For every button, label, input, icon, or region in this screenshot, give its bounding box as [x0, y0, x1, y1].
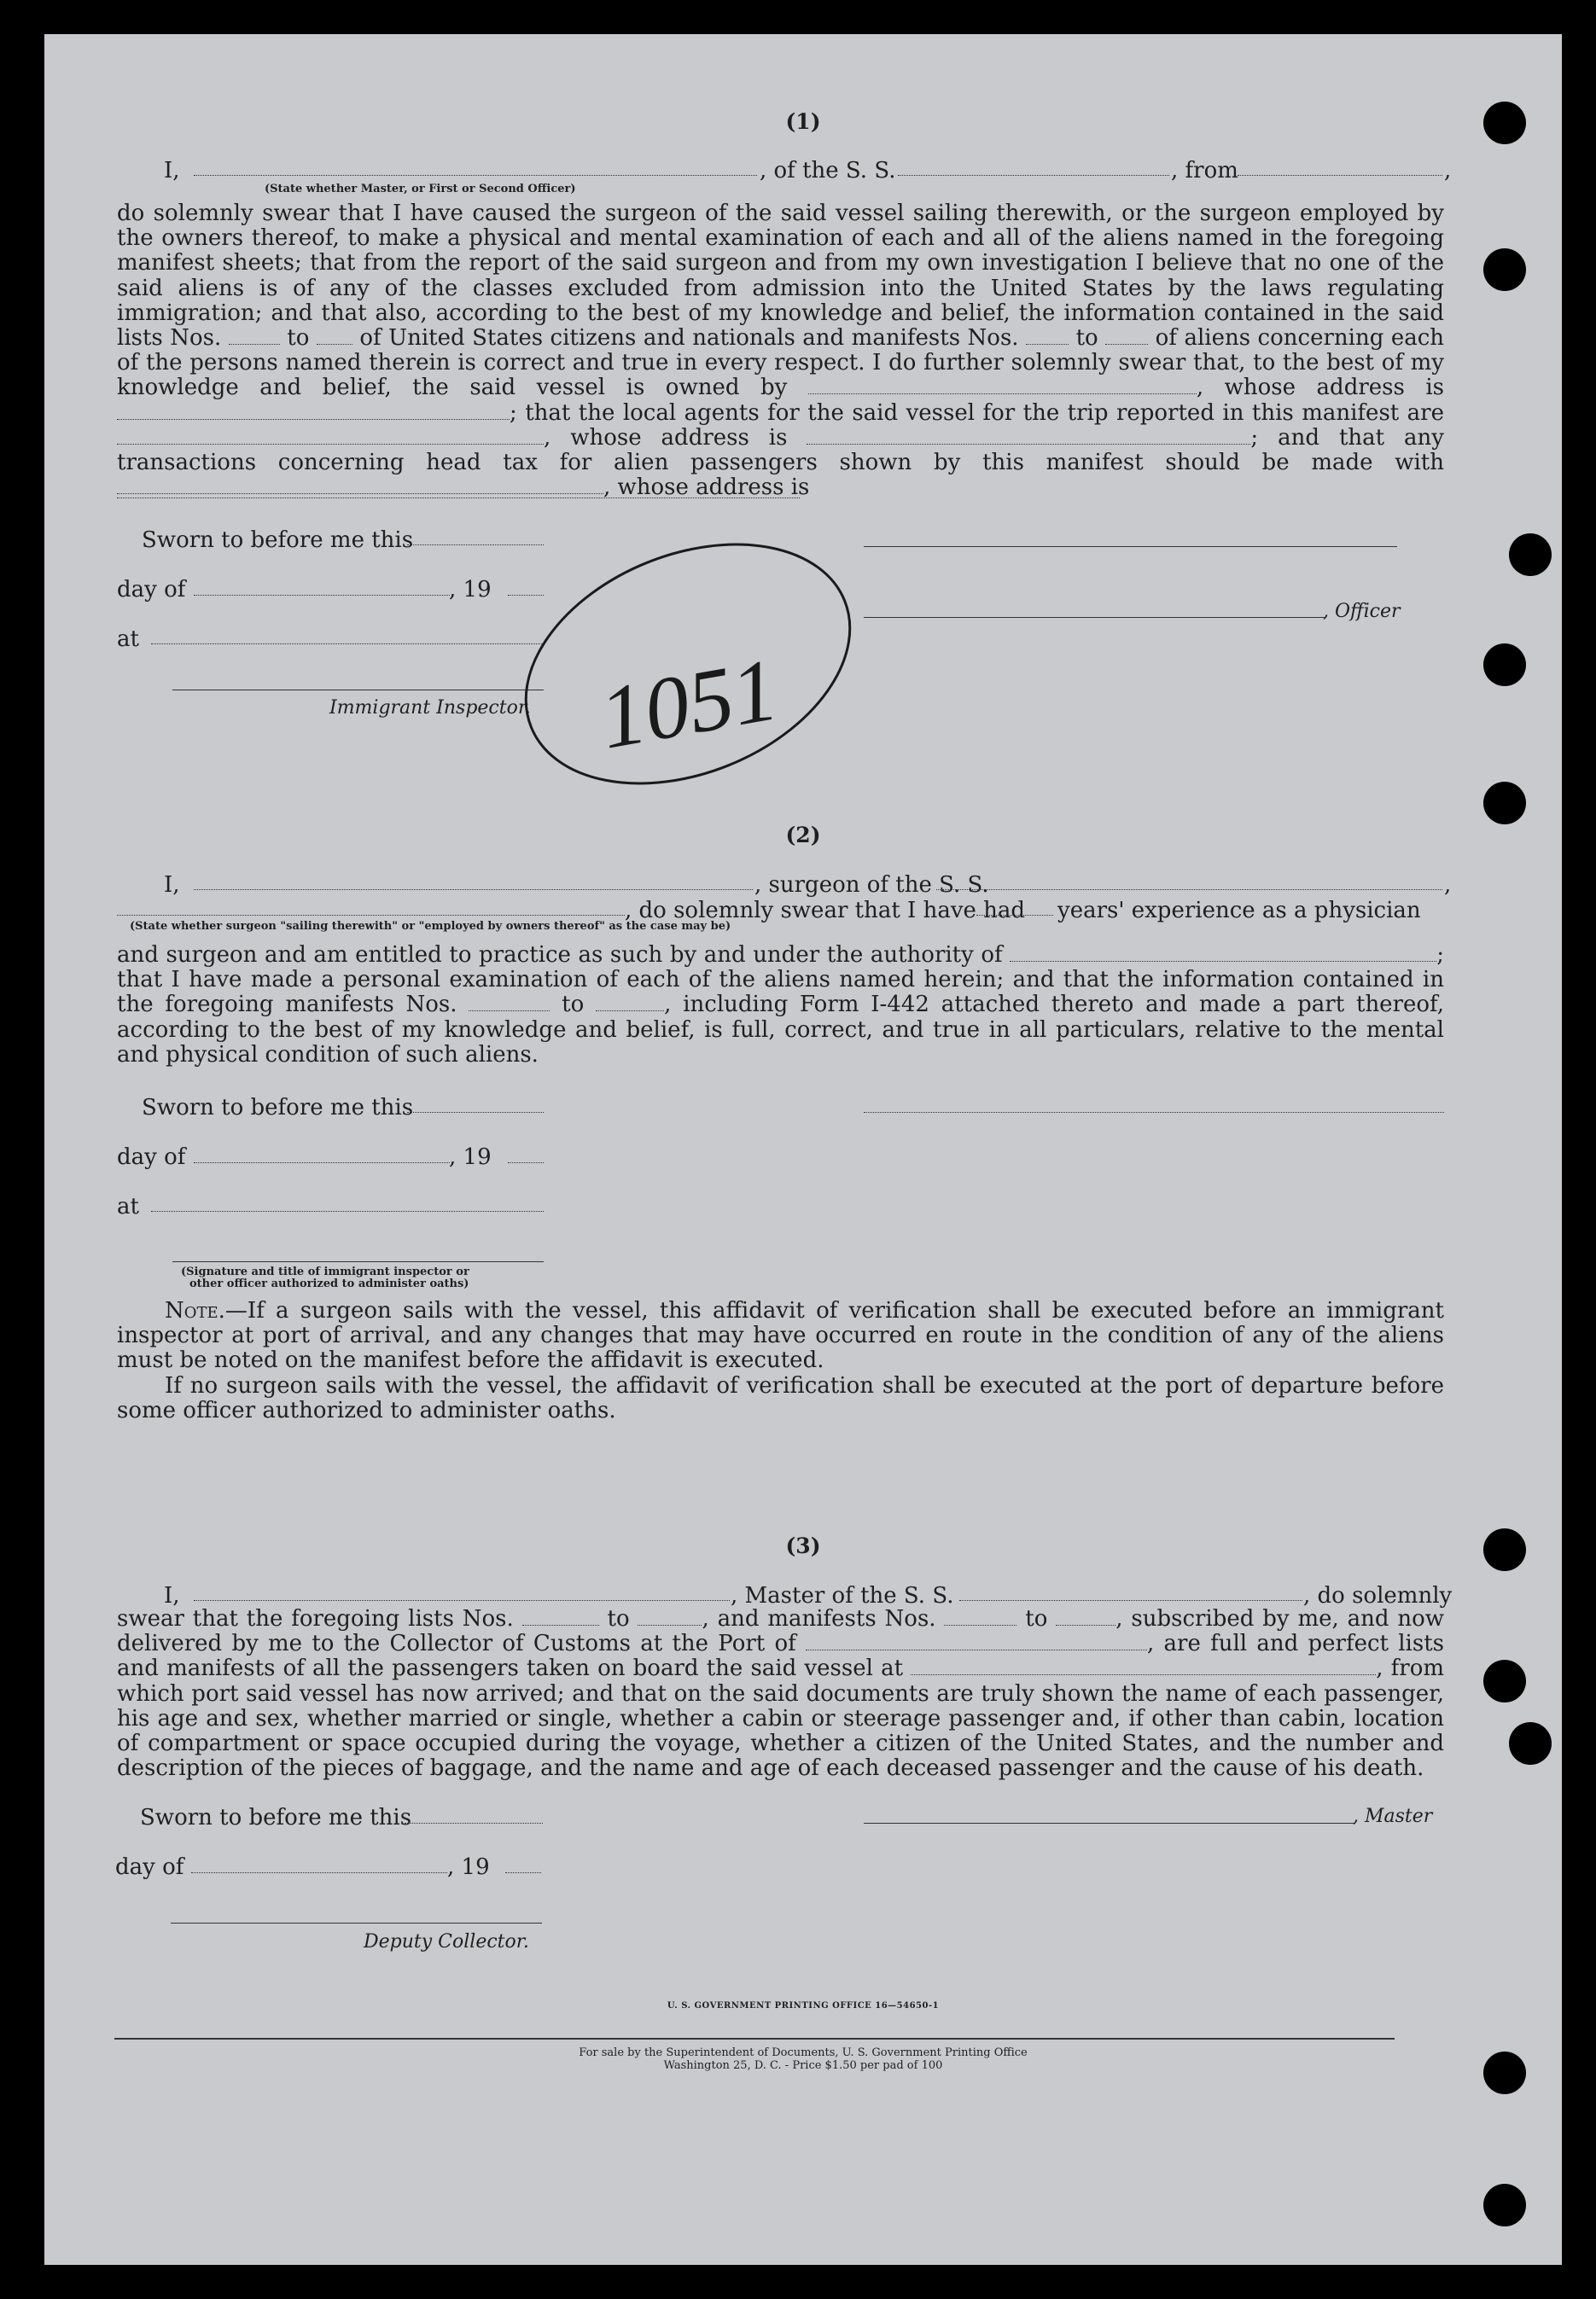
s1-comma2: ,: [544, 424, 551, 451]
punch-hole: [1483, 248, 1526, 291]
s3-list-from-field[interactable]: [522, 1609, 599, 1626]
s2-years-label: years' experience as a physician: [1057, 898, 1421, 923]
s3-swear-label: , do solemnly: [1303, 1583, 1453, 1609]
s1-rank-caption: (State whether Master, or First or Second Officer): [265, 183, 576, 195]
s2-years-field[interactable]: [976, 915, 1053, 916]
s3-body-part1: swear that the foregoing lists Nos.: [117, 1606, 514, 1632]
note-text-2: If no surgeon sails with the vessel, the affidavit of verification shall be executed at the port of departure before some officer authorized to administer oaths.: [117, 1372, 1444, 1423]
s3-body-part3: , subscribed by me, and now delivered by me to the Collector of Customs at the Port of: [117, 1606, 1445, 1657]
s2-officer-signature-line[interactable]: [172, 1261, 544, 1262]
s3-month-field[interactable]: [191, 1872, 447, 1873]
s1-officer-rank-field[interactable]: [194, 175, 757, 176]
s1-list-from-field[interactable]: [229, 329, 280, 345]
s1-owner-field[interactable]: [808, 378, 1197, 394]
section-3-number: (3): [785, 1534, 821, 1558]
s2-comma: ,: [1444, 872, 1452, 898]
s3-body-part5: , from which port said vessel has now arrived; and that on the said documents are truly shown the name of each passenger, his age and sex, whether married or single, whether a cabin or steerage passenger and, if other than cabin, location of compartment or space occupied during the voyage, whether a citizen of the United States, and the number and description of the pieces of baggage, and the name and age of each deceased passenger and the cause of his death.: [117, 1656, 1445, 1782]
section-2-body: [117, 943, 1444, 1068]
s1-month-field[interactable]: [194, 595, 450, 596]
s2-nineteen-label: , 19: [449, 1144, 492, 1170]
s2-month-field[interactable]: [194, 1162, 450, 1163]
handwritten-circled-number: [505, 512, 881, 819]
s3-body-part2: , and manifests Nos.: [702, 1606, 936, 1632]
s2-sworn-label: Sworn to before me this: [142, 1095, 414, 1120]
s3-sworn-day-field[interactable]: [405, 1823, 543, 1824]
s2-sworn-day-field[interactable]: [407, 1112, 544, 1113]
s3-dayof-label: day of: [115, 1854, 184, 1880]
s2-year-field[interactable]: [508, 1162, 544, 1163]
s1-whose1: , whose address is: [1196, 375, 1445, 401]
note-text: —If a surgeon sails with the vessel, this affidavit of verification shall be executed before an immigrant inspector at port of arrival, and any changes that may have occurred en route in the condition of any of the aliens must be noted on the manifest before the affidavit is executed.: [117, 1298, 1444, 1374]
s2-status-caption: (State whether surgeon "sailing therewith" or "employed by owners thereof" as the case may be): [130, 920, 731, 933]
s1-manifest-from-field[interactable]: [1026, 329, 1069, 345]
punch-hole: [1509, 533, 1552, 576]
section-1-body: [117, 201, 1444, 500]
s3-list-to-field[interactable]: [638, 1609, 702, 1626]
s2-at-label: at: [117, 1194, 139, 1219]
punch-hole: [1483, 2184, 1526, 2226]
s2-to: to: [562, 992, 585, 1018]
s3-to2: to: [1025, 1606, 1048, 1632]
s2-semi: ;: [1436, 942, 1445, 968]
s2-sailing-status-field[interactable]: [117, 915, 625, 916]
s1-headtax-field[interactable]: [117, 478, 603, 494]
s2-swear-label: , do solemnly swear that I have had: [625, 898, 1026, 923]
s3-port-field[interactable]: [806, 1634, 1147, 1650]
s2-body-part2: that I have made a personal examination of each of the aliens named herein; and that the information contained in the foregoing manifests Nos.: [117, 967, 1444, 1018]
s1-agents: that the local agents for the said vessel for the trip reported in this manifest are: [525, 399, 1445, 426]
s3-collector-signature-line[interactable]: [171, 1923, 542, 1924]
footer-rule: [114, 2038, 1395, 2040]
s2-surgeon-signature-line[interactable]: [864, 1112, 1444, 1113]
punch-hole: [1483, 782, 1526, 824]
s3-master-signature-line[interactable]: [864, 1823, 1354, 1824]
punch-hole: [1483, 2052, 1526, 2094]
s1-to1: to: [287, 325, 310, 352]
s3-vessel-field[interactable]: [959, 1600, 1302, 1601]
s1-body-part3: of aliens concerning each of the persons named therein is correct and true in every respect. I do further solemnly swear that, to the best of my knowledge and belief, the said vessel is owned by: [117, 325, 1445, 401]
s1-ss-label: , of the S. S.: [760, 158, 896, 183]
s1-dayof-label: day of: [117, 577, 186, 602]
s1-at-field[interactable]: [151, 643, 544, 644]
note-label: Note.: [165, 1298, 225, 1324]
s3-master-label: , Master of the S. S.: [731, 1583, 954, 1609]
s2-vessel-field[interactable]: [936, 889, 1442, 890]
s1-manifest-to-field[interactable]: [1105, 329, 1148, 345]
s2-surgeon-label: , surgeon of the S. S.: [754, 872, 989, 898]
s3-boarding-port-field[interactable]: [911, 1659, 1376, 1675]
s1-comma: ,: [1444, 158, 1452, 183]
s2-authority-field[interactable]: [1010, 946, 1436, 962]
s3-manifest-from-field[interactable]: [944, 1609, 1016, 1626]
s1-inspector-label: Immigrant Inspector.: [329, 697, 531, 719]
handwritten-number-text: 1051: [592, 640, 785, 768]
s1-whose2: whose address is: [570, 424, 788, 451]
s3-collector-label: Deputy Collector.: [364, 1931, 529, 1953]
s2-sig-caption-2: other officer authorized to administer oaths): [189, 1278, 469, 1290]
s1-list-to-field[interactable]: [317, 329, 352, 345]
s1-headtax: ; and that any transactions concerning head tax for alien passengers shown by this manifest should be made with: [117, 424, 1444, 476]
s1-at-label: at: [117, 626, 139, 652]
s3-sworn-label: Sworn to before me this: [140, 1805, 412, 1830]
s1-i-label: I,: [164, 158, 180, 183]
s3-manifest-to-field[interactable]: [1056, 1609, 1115, 1626]
s1-from-port-field[interactable]: [1238, 175, 1442, 176]
s3-master-title: , Master: [1353, 1806, 1433, 1827]
s2-manifest-from-field[interactable]: [469, 995, 550, 1011]
s1-whose3: , whose address is: [603, 474, 810, 501]
punch-hole: [1483, 1528, 1526, 1571]
s2-body-part1: and surgeon and am entitled to practice as such by and under the authority of: [117, 942, 1003, 968]
s1-to2: to: [1075, 325, 1098, 352]
footer-line-2: Washington 25, D. C. - Price $1.50 per pad of 100: [663, 2059, 943, 2072]
s2-dayof-label: day of: [117, 1144, 186, 1170]
s3-master-name-field[interactable]: [194, 1600, 730, 1601]
punch-hole: [1509, 1722, 1552, 1765]
s2-i-label: I,: [164, 872, 180, 898]
punch-hole: [1483, 102, 1526, 144]
section-1-number: (1): [785, 109, 821, 134]
s1-agents-field[interactable]: [117, 428, 544, 445]
footer-line-1: For sale by the Superintendent of Documents, U. S. Government Printing Office: [579, 2046, 1028, 2059]
s2-surgeon-name-field[interactable]: [194, 889, 753, 890]
s1-body-part1: do solemnly swear that I have caused the surgeon of the said vessel sailing therewith, or the surgeon employed by the owners thereof, to make a physical and mental examination of each and all of the aliens named in the foregoing manifest sheets; that from the report of the said surgeon and from my own investigation I believe that no one of the said aliens is of any of the classes excluded from admission into the United States by the laws regulating immigration; and that also, according to the best of my knowledge and belief, the information contained in the said lists Nos.: [117, 201, 1444, 352]
s1-officer-label: , Officer: [1323, 601, 1401, 622]
section-2-note: [117, 1299, 1444, 1423]
s3-i-label: I,: [164, 1583, 180, 1609]
section-3-body: [117, 1607, 1444, 1781]
s3-nineteen-label: , 19: [447, 1854, 490, 1880]
s1-officer-title-line[interactable]: [864, 617, 1325, 618]
s1-body-part2: of United States citizens and nationals and manifests Nos.: [359, 325, 1019, 352]
s1-vessel-name-field[interactable]: [898, 175, 1169, 176]
s2-at-field[interactable]: [151, 1211, 544, 1212]
s3-to1: to: [607, 1606, 630, 1632]
s3-year-field[interactable]: [505, 1872, 541, 1873]
s1-from-label: , from: [1171, 158, 1238, 183]
s1-semi: ;: [510, 399, 517, 426]
gpo-line: U. S. GOVERNMENT PRINTING OFFICE 16—54650-1: [667, 2001, 940, 2011]
s1-sworn-label: Sworn to before me this: [142, 527, 414, 553]
punch-hole: [1483, 1660, 1526, 1702]
s1-owner-address-field[interactable]: [117, 404, 510, 420]
s2-manifest-to-field[interactable]: [596, 995, 664, 1011]
form-page: [44, 34, 1562, 2265]
s3-body-part4: , are full and perfect lists and manifests of all the passengers taken on board the said vessel at: [117, 1631, 1444, 1682]
s1-nineteen-label: , 19: [449, 577, 492, 602]
s2-body-part3: , including Form I-442 attached thereto and made a part thereof, according to the best of my knowledge and belief, is full, correct, and true in all particulars, relative to the mental and physical condition of such aliens.: [117, 992, 1445, 1068]
section-2-number: (2): [785, 823, 821, 847]
s1-agents-address-field[interactable]: [807, 428, 1250, 445]
s1-officer-signature-line[interactable]: [864, 546, 1397, 547]
s2-sig-caption-1: (Signature and title of immigrant inspector or: [181, 1266, 469, 1278]
punch-hole: [1483, 643, 1526, 686]
